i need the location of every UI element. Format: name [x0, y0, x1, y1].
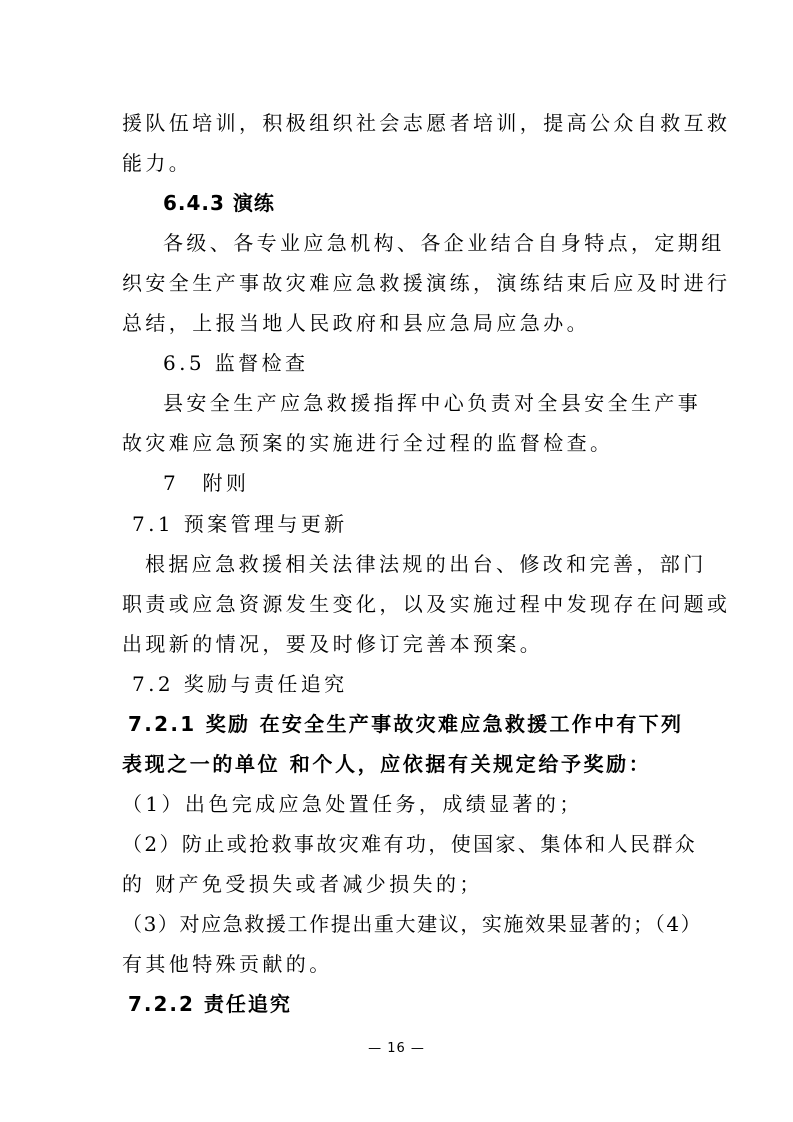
subsection-7-2-1-line: 7.2.1 奖励 在安全生产事故灾难应急救援工作中有下列 — [128, 712, 684, 736]
section-heading-6-4-3: 6.4.3 演练 — [163, 191, 275, 215]
list-item-continued: 的 财产免受损失或者减少损失的； — [122, 872, 483, 896]
paragraph-line: 根据应急救援相关法律法规的出台、修改和完善，部门 — [145, 552, 707, 576]
paragraph-line: 故灾难应急预案的实施进行全过程的监督检查。 — [122, 431, 614, 455]
chapter-heading-7: 7 附则 — [163, 471, 250, 495]
section-heading-7-1: 7.1 预案管理与更新 — [132, 512, 348, 536]
paragraph-line: 援队伍培训，积极组织社会志愿者培训，提高公众自救互救 — [122, 111, 731, 135]
paragraph-line: 织安全生产事故灾难应急救援演练，演练结束后应及时进行 — [122, 271, 731, 295]
list-item: （3）对应急救援工作提出重大建议，实施效果显著的；（4） — [122, 912, 703, 936]
list-item: （1）出色完成应急处置任务，成绩显著的； — [122, 792, 583, 816]
paragraph-line: 总结，上报当地人民政府和县应急局应急办。 — [122, 311, 590, 335]
page-number: — 16 — — [368, 1041, 425, 1056]
paragraph-line: 能力。 — [122, 151, 193, 175]
section-heading-6-5: 6.5 监督检查 — [163, 351, 309, 375]
subsection-heading-7-2-2: 7.2.2 责任追究 — [128, 992, 292, 1016]
paragraph-line: 各级、各专业应急机构、各企业结合自身特点，定期组 — [163, 231, 725, 255]
paragraph-line: 县安全生产应急救援指挥中心负责对全县安全生产事 — [163, 391, 702, 415]
paragraph-line: 职责或应急资源发生变化，以及实施过程中发现存在问题或 — [122, 592, 731, 616]
list-item: （2）防止或抢救事故灾难有功，使国家、集体和人民群众 — [122, 832, 698, 856]
subsection-7-2-1-line: 表现之一的单位 和个人，应依据有关规定给予奖励： — [122, 752, 652, 776]
section-heading-7-2: 7.2 奖励与责任追究 — [132, 672, 348, 696]
paragraph-line: 出现新的情况，要及时修订完善本预案。 — [122, 632, 544, 656]
list-item-continued: 有其他特殊贡献的。 — [122, 952, 333, 976]
